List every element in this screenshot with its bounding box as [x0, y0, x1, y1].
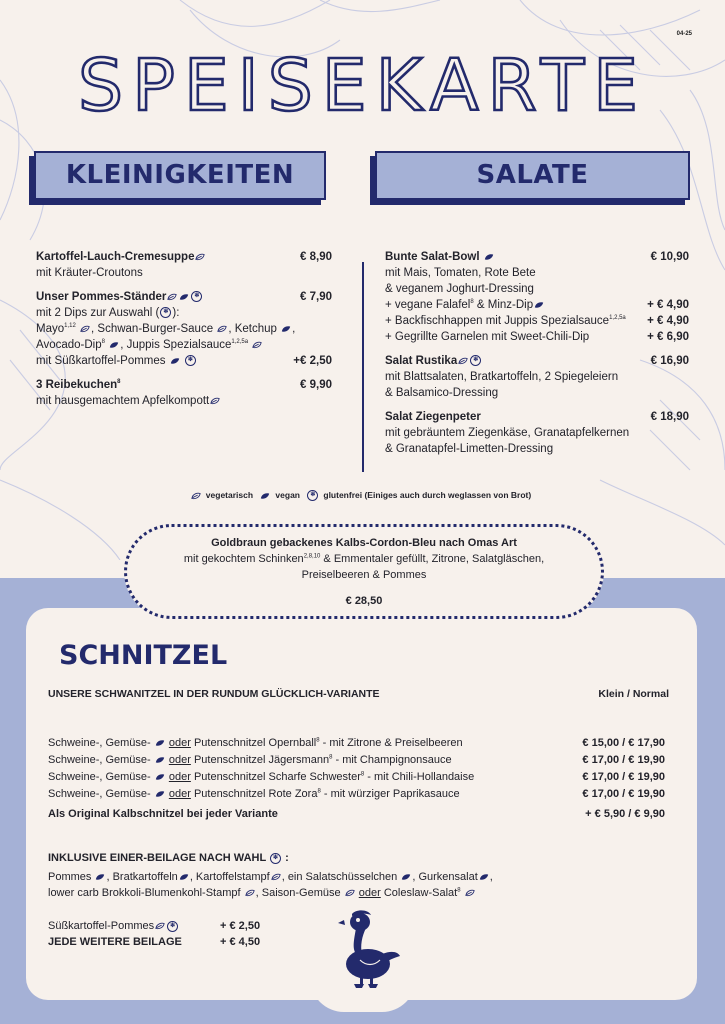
- dip-mayo: Mayo: [36, 323, 65, 335]
- item-price: € 16,90: [650, 355, 689, 367]
- vegan-leaf-icon: [281, 325, 291, 333]
- schnitzel-price: € 17,00 / € 19,90: [582, 771, 665, 783]
- item-price: + € 4,90: [647, 315, 689, 327]
- menu-version-code: 04-25: [676, 31, 692, 37]
- item-price: € 8,90: [300, 251, 332, 263]
- oder-word: oder: [168, 737, 191, 749]
- allergen-note: 8: [470, 299, 474, 306]
- allergen-note: 1,2,5a: [609, 315, 626, 322]
- oder-word: oder: [168, 771, 191, 783]
- item-price: € 7,90: [300, 291, 332, 303]
- vegetarian-leaf-icon: [210, 397, 220, 405]
- vegetarian-leaf-icon: [271, 873, 281, 881]
- allergen-note: 8: [316, 737, 320, 744]
- dip-swan: , Schwan-Burger-Sauce: [91, 323, 214, 335]
- vegetarian-leaf-icon: [245, 889, 255, 897]
- vegan-leaf-icon: [155, 773, 165, 781]
- glutenfree-icon: ✻: [470, 355, 481, 366]
- beilage-options: Pommes , Bratkartoffeln , Kartoffelstampf , ein Salatschüsselchen , Gurkensalat , lower carb Brokkoli-Blumenkohl-Stampf , Saison-Gemüse oder Coleslaw-Salat$^8$: [48, 871, 493, 899]
- vegan-leaf-icon: [260, 492, 270, 500]
- allergen-note: 8: [329, 754, 333, 761]
- allergen-note: 8: [117, 379, 121, 386]
- special-description: mit gekochtem Schinken: [183, 553, 304, 565]
- vegan-leaf-icon: [484, 253, 494, 261]
- schnitzel-price: € 17,00 / € 19,90: [582, 788, 665, 800]
- vegan-leaf-icon: [155, 756, 165, 764]
- item-name: Bunte Salat-Bowl: [385, 251, 480, 263]
- allergen-note: 1,2,5a: [231, 339, 249, 346]
- dip-avocado: Avocado-Dip: [36, 339, 102, 351]
- schnitzel-prefix: Schweine-, Gemüse-: [48, 754, 151, 766]
- oder-word: oder: [358, 887, 381, 899]
- beilage-heading-text: INKLUSIVE EINER-BEILAGE NACH WAHL: [48, 852, 266, 864]
- salate-column: [385, 249, 689, 465]
- allergen-note: 8: [360, 771, 365, 778]
- schnitzel-name: Putenschnitzel Scharfe Schwester: [193, 771, 361, 783]
- item-option: + vegane Falafel: [385, 299, 471, 311]
- vegan-leaf-icon: [179, 873, 189, 881]
- column-divider: [362, 262, 364, 472]
- schnitzel-row: [48, 769, 665, 786]
- item-price: € 10,90: [650, 251, 689, 263]
- vegan-leaf-icon: [155, 739, 165, 747]
- legend-vegan: vegan: [275, 490, 300, 500]
- item-name: Kartoffel-Lauch-Cremesuppe: [36, 251, 195, 263]
- vegan-leaf-icon: [155, 790, 165, 798]
- item-price: € 18,90: [650, 411, 689, 423]
- duck-mascot-icon: [338, 910, 400, 988]
- item-option: mit Süßkartoffel-Pommes: [36, 355, 166, 367]
- glutenfree-icon: ✻: [185, 355, 196, 366]
- diet-legend: [0, 490, 725, 501]
- schnitzel-name: Putenschnitzel Jägersmann: [193, 754, 330, 766]
- vegetarian-leaf-icon: [195, 253, 205, 261]
- extra-option: JEDE WEITERE BEILAGE: [48, 936, 182, 948]
- beilage-option: , ein Salatschüsselchen: [281, 871, 398, 883]
- page-title: SPEISEKARTE: [78, 44, 647, 127]
- vegetarian-leaf-icon: [345, 889, 355, 897]
- section-header-salate: SALATE: [375, 151, 690, 200]
- vegan-leaf-icon: [109, 341, 119, 349]
- glutenfree-icon: ✻: [167, 921, 178, 932]
- allergen-note: 2,8,10: [303, 553, 321, 560]
- vegan-leaf-icon: [179, 293, 189, 301]
- vegetarian-leaf-icon: [80, 325, 90, 333]
- schnitzel-row: [48, 752, 665, 769]
- schnitzel-prefix: Schweine-, Gemüse-: [48, 771, 151, 783]
- vegetarian-leaf-icon: [191, 492, 201, 500]
- dip-ketchup: , Ketchup: [228, 323, 277, 335]
- size-column-labels: Klein / Normal: [598, 688, 669, 700]
- vegetarian-leaf-icon: [252, 341, 262, 349]
- extra-option: Süßkartoffel-Pommes: [48, 920, 155, 932]
- glutenfree-icon: ✻: [270, 853, 281, 864]
- allergen-note: 1,12: [64, 323, 76, 330]
- kalbschnitzel-upgrade: [48, 808, 665, 820]
- schnitzel-row: [48, 735, 665, 752]
- allergen-note: 8: [317, 788, 321, 795]
- vegan-leaf-icon: [170, 357, 180, 365]
- vegan-leaf-icon: [401, 873, 411, 881]
- menu-item-salat-bowl: [385, 249, 689, 345]
- item-name: Salat Rustika: [385, 355, 458, 367]
- beilage-option: , Gurkensalat: [412, 871, 478, 883]
- vegetarian-leaf-icon: [167, 293, 177, 301]
- menu-item-salat-ziegenpeter: [385, 409, 689, 457]
- kleinigkeiten-column: [36, 249, 332, 417]
- beilage-option: , Saison-Gemüse: [255, 887, 341, 899]
- legend-glutenfrei: glutenfrei (Einiges auch durch weglassen von Brot): [323, 490, 532, 500]
- menu-item-reibekuchen: [36, 377, 332, 409]
- glutenfree-icon: ✻: [160, 307, 171, 318]
- item-description: mit Kräuter-Croutons: [36, 267, 143, 279]
- menu-item-salat-rustika: [385, 353, 689, 401]
- schnitzel-description: - mit Chili-Hollandaise: [364, 771, 475, 783]
- vegetarian-leaf-icon: [458, 357, 468, 365]
- beilage-option: , Bratkartoffeln: [106, 871, 178, 883]
- oder-word: oder: [168, 788, 191, 800]
- item-description: mit hausgemachtem Apfelkompott: [36, 395, 210, 407]
- vegetarian-leaf-icon: [155, 922, 165, 930]
- menu-item-suppe: [36, 249, 332, 281]
- item-description: mit gebräuntem Ziegenkäse, Granatapfelkernen: [385, 427, 630, 439]
- vegetarian-leaf-icon: [465, 889, 475, 897]
- schnitzel-description: - mit würziger Paprikasauce: [320, 788, 460, 800]
- schnitzel-list: [48, 735, 665, 803]
- schnitzel-prefix: Schweine-, Gemüse-: [48, 737, 151, 749]
- vegan-leaf-icon: [95, 873, 105, 881]
- beilage-heading: INKLUSIVE EINER-BEILAGE NACH WAHL ✻ :: [48, 852, 289, 864]
- item-description: mit 2 Dips zur Auswahl: [36, 307, 153, 319]
- vegan-leaf-icon: [479, 873, 489, 881]
- item-description: & Granatapfel-Limetten-Dressing: [385, 443, 554, 455]
- beilage-option: Pommes: [48, 871, 92, 883]
- item-option: + Backfischhappen mit Juppis Spezialsauce: [385, 315, 610, 327]
- extra-price: + € 4,50: [220, 936, 261, 948]
- oder-word: oder: [168, 754, 191, 766]
- section-header-kleinigkeiten: KLEINIGKEITEN: [34, 151, 326, 200]
- item-option: + Gegrillte Garnelen mit Sweet-Chili-Dip: [385, 331, 590, 343]
- glutenfree-icon: ✻: [307, 490, 318, 501]
- section-header-schnitzel: SCHNITZEL: [59, 640, 228, 671]
- special-description: Preiselbeeren & Pommes: [301, 569, 427, 581]
- schnitzel-description: - mit Zitrone & Preiselbeeren: [319, 737, 463, 749]
- upgrade-price: + € 5,90 / € 9,90: [585, 808, 665, 820]
- item-price: + € 4,90: [647, 299, 689, 311]
- extra-price: + € 2,50: [220, 920, 261, 932]
- schnitzel-prefix: Schweine-, Gemüse-: [48, 788, 151, 800]
- schnitzel-price: € 17,00 / € 19,90: [582, 754, 665, 766]
- schnitzel-row: [48, 786, 665, 803]
- item-price: +€ 2,50: [293, 355, 332, 367]
- allergen-note: 8: [457, 887, 461, 894]
- upgrade-label: Als Original Kalbschnitzel bei jeder Variante: [48, 808, 278, 820]
- schnitzel-subheading: UNSERE SCHWANITZEL IN DER RUNDUM GLÜCKLICH-VARIANTE: [48, 688, 380, 700]
- item-name: Salat Ziegenpeter: [385, 411, 481, 423]
- allergen-note: 8: [101, 339, 105, 346]
- cordon-bleu-special: [124, 524, 604, 619]
- item-price: + € 6,90: [647, 331, 689, 343]
- legend-vegetarisch: vegetarisch: [205, 490, 254, 500]
- schnitzel-name: Putenschnitzel Rote Zora: [193, 788, 318, 800]
- item-name: Unser Pommes-Ständer: [36, 291, 167, 303]
- item-price: € 9,90: [300, 379, 332, 391]
- glutenfree-icon: ✻: [191, 291, 202, 302]
- special-title: Goldbraun gebackenes Kalbs-Cordon-Bleu nach Omas Art: [211, 537, 517, 549]
- item-description: mit Mais, Tomaten, Rote Bete: [385, 267, 536, 279]
- item-option: & Minz-Dip: [473, 299, 534, 311]
- special-price: € 28,50: [345, 595, 383, 607]
- beilage-option: Coleslaw-Salat: [383, 887, 458, 899]
- item-description: & veganem Joghurt-Dressing: [385, 283, 534, 295]
- vegan-leaf-icon: [534, 301, 544, 309]
- schnitzel-price: € 15,00 / € 17,90: [582, 737, 665, 749]
- beilage-option: lower carb Brokkoli-Blumenkohl-Stampf: [48, 887, 241, 899]
- beilage-option: , Kartoffelstampf: [189, 871, 270, 883]
- item-description: mit Blattsalaten, Bratkartoffeln, 2 Spiegeleiern: [385, 371, 619, 383]
- schnitzel-description: - mit Champignonsauce: [332, 754, 452, 766]
- extra-beilagen: [48, 918, 261, 950]
- menu-item-pommes: Unser Pommes-Ständer ✻ € 7,90 mit 2 Dips zur Auswahl ( ✻ ): Mayo$^{1,12}$ , Schwan-Burger-Sauce , Ketchup , Avocado-Dip$^8$ , Juppis Spezialsauce$^{1,2,5a}$ mit Süßkartoffel-Pommes ✻ +€ 2,50: [36, 291, 332, 367]
- schnitzel-name: Putenschnitzel Opernball: [193, 737, 317, 749]
- special-description: & Emmentaler gefüllt, Zitrone, Salatgläschen,: [320, 553, 545, 565]
- dip-juppis: , Juppis Spezialsauce: [120, 339, 232, 351]
- item-name: 3 Reibekuchen: [36, 379, 118, 391]
- item-description: & Balsamico-Dressing: [385, 387, 499, 399]
- vegetarian-leaf-icon: [217, 325, 227, 333]
